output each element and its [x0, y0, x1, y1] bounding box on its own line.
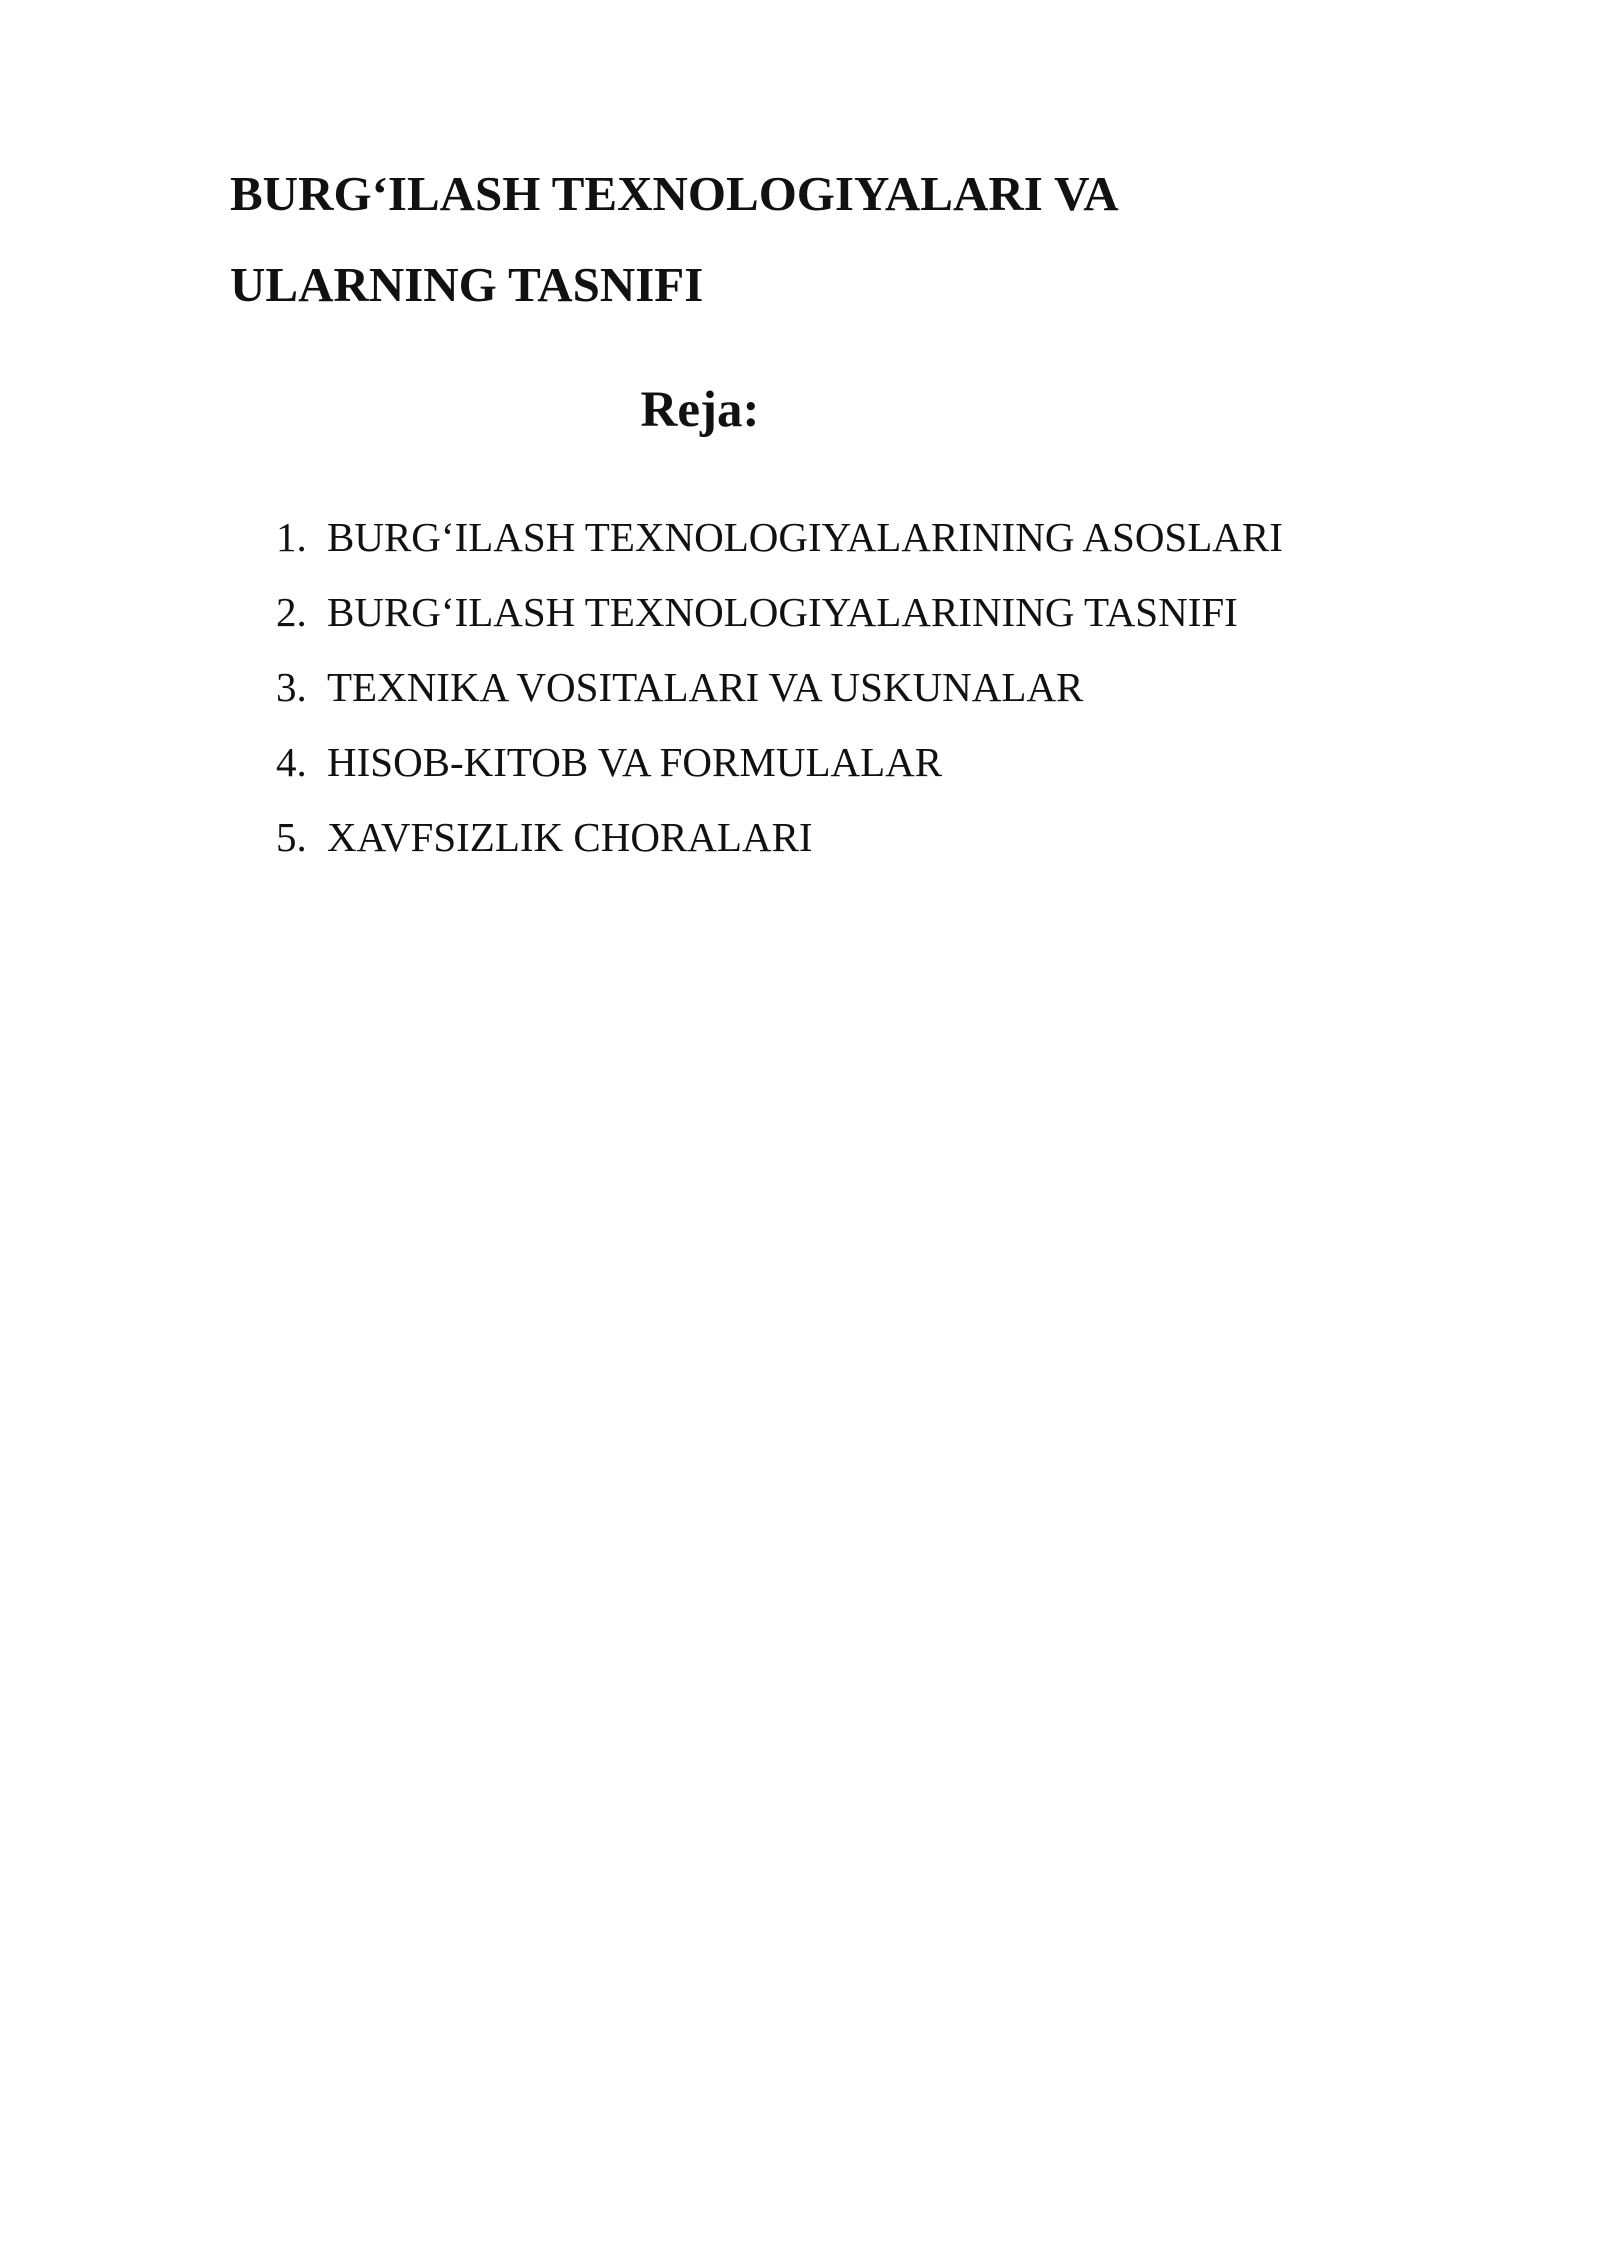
plan-item-number: 5. — [276, 814, 307, 860]
document-title-line-1: BURG‘ILASH TEXNOLOGIYALARI VA — [230, 166, 1119, 221]
plan-list — [276, 500, 1283, 875]
plan-item-number: 3. — [276, 664, 307, 710]
plan-item-text: BURG‘ILASH TEXNOLOGIYALARINING ASOSLARI — [327, 514, 1283, 560]
document-title-line-2: ULARNING TASNIFI — [230, 257, 704, 312]
plan-item-number: 4. — [276, 739, 307, 785]
plan-item-5 — [276, 800, 1283, 875]
plan-item-text: HISOB-KITOB VA FORMULALAR — [327, 739, 943, 785]
plan-heading: Reja: — [640, 382, 760, 438]
plan-item-4 — [276, 725, 1283, 800]
plan-item-1 — [276, 500, 1283, 575]
plan-item-text: XAVFSIZLIK CHORALARI — [327, 814, 813, 860]
plan-item-text: BURG‘ILASH TEXNOLOGIYALARINING TASNIFI — [327, 589, 1238, 635]
plan-item-number: 1. — [276, 514, 307, 560]
plan-item-2 — [276, 575, 1283, 650]
plan-item-text: TEXNIKA VOSITALARI VA USKUNALAR — [327, 664, 1084, 710]
document-title — [230, 148, 1410, 330]
plan-item-number: 2. — [276, 589, 307, 635]
plan-item-3 — [276, 650, 1283, 725]
